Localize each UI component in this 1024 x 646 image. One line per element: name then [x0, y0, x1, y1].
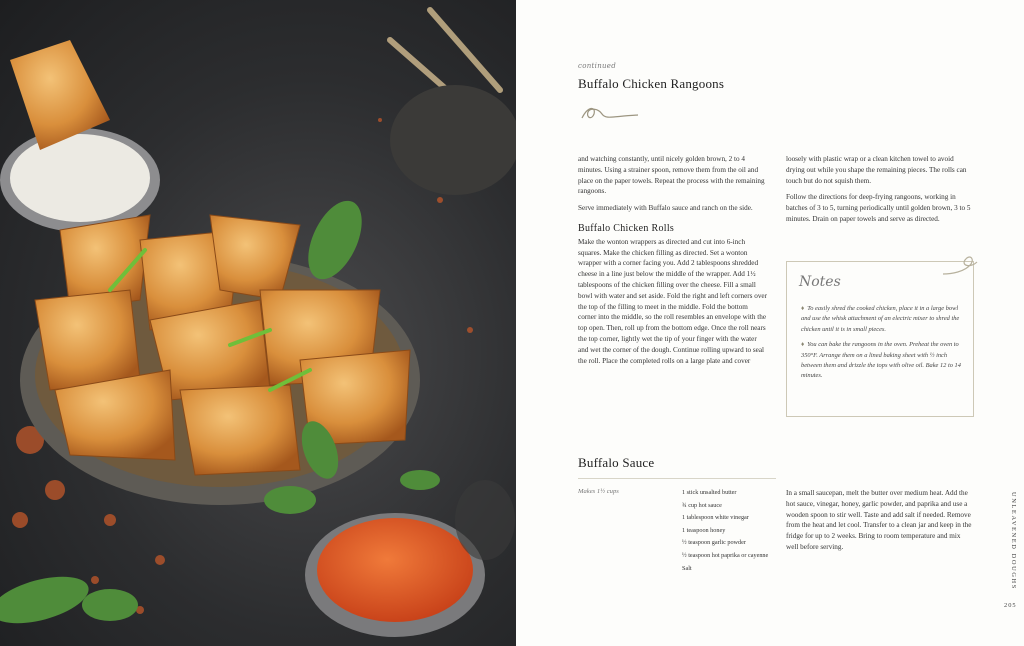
- page-number: 205: [1004, 602, 1017, 609]
- ingredient-item: Salt: [682, 564, 692, 572]
- note-item: ♦ You can bake the rangoons in the oven. Preheat the oven to 350°F. Arrange them on a lined baking sheet with ½ inch between them and drizzle the tops with olive oil. Bake 12 to 14 minutes.: [801, 341, 961, 380]
- recipe-title: Buffalo Chicken Rangoons: [578, 76, 725, 91]
- notes-box: [786, 261, 974, 417]
- note-item: ♦ To easily shred the cooked chicken, place it in a large bowl and use the whisk attachment of an electric mixer to shred the chicken until it is in small pieces.: [801, 305, 960, 333]
- swirl-ornament-icon: [941, 254, 981, 282]
- notes-title: Notes: [799, 274, 841, 290]
- leaf-bullet-icon: ♦: [801, 341, 805, 349]
- leaf-bullet-icon: ♦: [801, 305, 805, 312]
- sauce-title: Buffalo Sauce: [578, 455, 655, 470]
- recipe-page: [516, 0, 1024, 646]
- ingredient-item: ½ teaspoon garlic powder: [682, 539, 746, 547]
- divider: [578, 478, 776, 479]
- running-head: UNLEAVENED DOUGHS: [1010, 492, 1017, 590]
- ingredient-item: 1 stick unsalted butter: [682, 489, 737, 496]
- recipe-column-1: [578, 154, 768, 372]
- ingredient-item: ¾ cup hot sauce: [682, 501, 722, 509]
- paragraph: loosely with plastic wrap or a clean kitchen towel to avoid drying out while you shape the remaining pieces. The rolls can touch but do not squish them.: [786, 155, 967, 185]
- recipe-column-2: [786, 154, 974, 231]
- notes-list: [801, 304, 961, 387]
- flourish-ornament-icon: [580, 104, 640, 124]
- sauce-method: In a small saucepan, melt the butter over medium heat. Add the hot sauce, vinegar, honey, garlic powder, and paprika and use a wooden spoon to stir well. Taste and add salt if needed. Remove from the heat and let cool. Transfer to a clean jar and keep in the fridge for up to 2 weeks. Bring to room temperature and mix well before serving.: [786, 489, 972, 551]
- paragraph: and watching constantly, until nicely golden brown, 2 to 4 minutes. Using a strainer spoon, remove them from the oil and place on the paper towels. Repeat the process with the remaining rangoons.: [578, 155, 765, 196]
- ingredient-item: ½ teaspoon hot paprika or cayenne: [682, 551, 769, 559]
- ingredient-item: 1 teaspoon honey: [682, 526, 726, 534]
- continued-label: continued: [578, 62, 617, 70]
- ingredient-item: 1 tablespoon white vinegar: [682, 514, 749, 522]
- subheading-rolls: Buffalo Chicken Rolls: [578, 222, 675, 234]
- yield-label: Makes 1½ cups: [578, 488, 619, 495]
- paragraph: Make the wonton wrappers as directed and cut into 6-inch squares. Make the chicken filling as directed. Set a wonton wrapper with a corner facing you. Add 2 tablespoons shredded cheese in a line just below the middle of the wrapper. Add 1½ tablespoons of the chicken filling over the cheese. Fill a small bowl with water and set aside. Fold the right and left corners over the top of the filling to meet in the middle. Fold the bottom corner into the middle, so the roll resembles an envelope with the top open. Then, roll up from the bottom edge. Once the roll nears the top corner, lightly wet the tip of your finger with the water and wet the corner of the dough. Continue rolling upward to seal the roll. Place the completed rolls on a large plate and cover: [578, 237, 768, 365]
- ingredient-list: [682, 488, 774, 576]
- paragraph: Serve immediately with Buffalo sauce and ranch on the side.: [578, 204, 753, 213]
- paragraph: Follow the directions for deep-frying rangoons, working in batches of 3 to 5, turning periodically until golden brown, 3 to 5 minutes. Drain on paper towels and serve as directed.: [786, 193, 971, 223]
